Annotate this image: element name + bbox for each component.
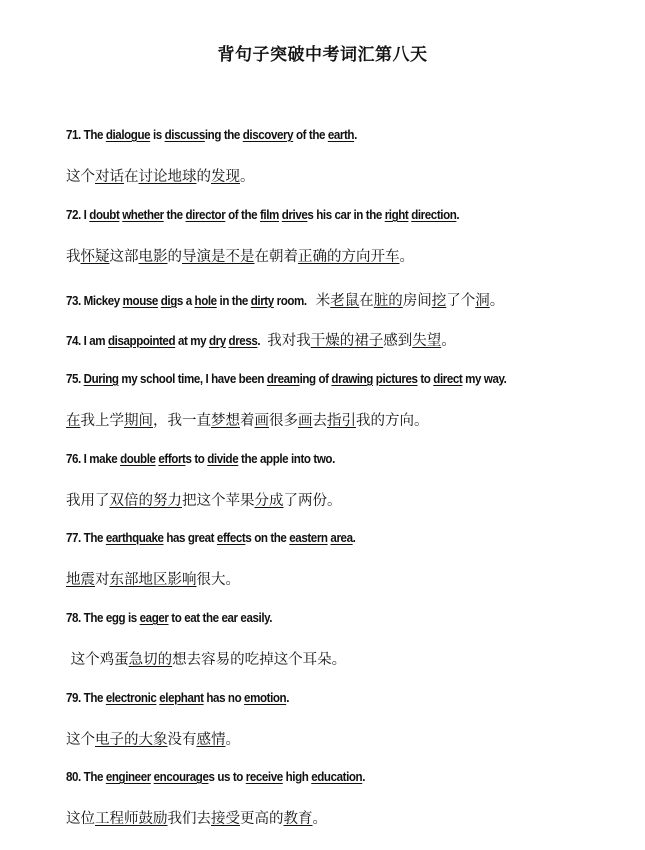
vocab-word: film: [259, 208, 279, 222]
vocab-word: 电子的: [95, 732, 139, 748]
sentence-text: 这部: [109, 249, 139, 265]
sentence-zh-78: [66, 648, 636, 669]
sentence-text: 很大。: [196, 572, 240, 588]
vocab-word: encourage: [153, 770, 209, 784]
sentence-text: 这位: [66, 811, 95, 827]
vocab-word: 期间: [124, 413, 153, 429]
vocab-word: 分成: [254, 493, 284, 509]
sentence-zh-76: [66, 489, 636, 510]
sentence-text: to: [417, 372, 434, 386]
sentence-text: 的: [167, 249, 182, 265]
vocab-word: 努力: [153, 493, 182, 509]
sentence-text: my way.: [462, 372, 507, 386]
vocab-word: mouse: [122, 294, 158, 308]
sentence-text: has great: [163, 531, 217, 545]
sentence-zh-79: [66, 728, 636, 749]
vocab-word: doubt: [89, 208, 120, 222]
sentence-text: 更高的: [240, 811, 284, 827]
sentence-text: ，我一直: [153, 413, 211, 429]
vocab-word: right: [384, 208, 409, 222]
sentence-text: of the: [293, 128, 328, 142]
vocab-word: electronic: [105, 691, 157, 705]
sentence-text: 72. I: [66, 208, 90, 222]
vocab-word: 教育: [283, 811, 313, 827]
sentence-text: .: [362, 770, 366, 784]
vocab-word: dirty: [250, 294, 274, 308]
sentence-text: 在朝着: [254, 249, 298, 265]
vocab-word: 方向: [341, 249, 371, 265]
vocab-word: whether: [122, 208, 164, 222]
page-title: 背句子突破中考词汇第八天: [217, 45, 428, 65]
vocab-word: 正确的: [298, 249, 342, 265]
sentence-zh-72: [66, 245, 636, 266]
vocab-word: discovery: [242, 128, 294, 142]
sentence-text: 75.: [66, 372, 84, 386]
vocab-word: 大象: [138, 732, 168, 748]
sentence-text: 。: [312, 811, 327, 827]
sentence-text: 76. I make: [66, 452, 121, 466]
sentence-en-74: [66, 334, 266, 348]
vocab-word: pictures: [375, 372, 418, 386]
vocab-word: 挖: [431, 293, 447, 309]
vocab-word: 感情: [196, 732, 226, 748]
sentence-en-79: [66, 691, 590, 705]
sentence-text: ing the: [204, 128, 243, 142]
vocab-word: 画: [298, 413, 313, 429]
vocab-word: emotion: [244, 691, 287, 705]
sentence-text: 。: [240, 169, 255, 185]
vocab-word: 工程师: [95, 811, 139, 827]
vocab-word: 发现: [211, 169, 240, 185]
sentence-en-78: [66, 611, 590, 625]
vocab-word: 失望: [412, 333, 442, 349]
vocab-word: 老鼠: [330, 293, 360, 309]
vocab-word: direction: [411, 208, 457, 222]
sentence-en-73: [66, 294, 312, 308]
sentence-text: 73. Mickey: [66, 294, 123, 308]
vocab-word: 东部: [109, 572, 139, 588]
sentence-text: 我对我: [267, 333, 311, 349]
sentence-text: s a: [176, 294, 195, 308]
sentence-text: 我: [66, 249, 81, 265]
sentence-text: 我上学: [80, 413, 124, 429]
vocab-word: 脏的: [373, 293, 403, 309]
vocab-word: area: [330, 531, 353, 545]
vocab-word: 接受: [211, 811, 240, 827]
sentence-en-71: [66, 128, 590, 142]
sentence-text: high: [282, 770, 312, 784]
sentence-zh-71: [66, 165, 636, 186]
sentence-zh-77: [66, 568, 636, 589]
sentence-text: 了个: [446, 293, 476, 309]
sentence-text: the apple into two.: [238, 452, 335, 466]
vocab-word: dig: [160, 294, 177, 308]
vocab-word: earthquake: [105, 531, 164, 545]
sentence-text: at my: [175, 334, 209, 348]
vocab-word: 洞: [475, 293, 490, 309]
sentence-text: 71. The: [66, 128, 106, 142]
sentence-text: in the: [216, 294, 251, 308]
sentence-text: 着: [240, 413, 255, 429]
vocab-word: 在: [66, 413, 81, 429]
vocab-word: 地区: [138, 572, 168, 588]
sentence-text: 。: [399, 249, 414, 265]
sentence-73: [66, 289, 636, 310]
sentence-text: s us to: [208, 770, 246, 784]
sentence-text: ing of: [299, 372, 332, 386]
sentence-text: 74. I am: [66, 334, 109, 348]
sentence-text: 这个鸡蛋: [66, 652, 129, 668]
vocab-word: 电影: [138, 249, 168, 265]
vocab-word: 讨论: [138, 169, 168, 185]
vocab-word: 地球: [167, 169, 197, 185]
sentence-text: 没有: [167, 732, 197, 748]
sentence-en-72: [66, 208, 590, 222]
vocab-word: direct: [433, 372, 463, 386]
vocab-word: effect: [216, 531, 246, 545]
vocab-word: engineer: [105, 770, 151, 784]
vocab-word: dream: [266, 372, 300, 386]
sentence-74: [66, 329, 636, 350]
vocab-word: dress: [228, 334, 258, 348]
sentence-text: 去: [312, 413, 327, 429]
sentence-text: 。: [441, 333, 456, 349]
sentence-text: 79. The: [66, 691, 106, 705]
sentence-text: is: [150, 128, 165, 142]
vocab-word: 指引: [327, 413, 356, 429]
sentence-text: s to: [185, 452, 208, 466]
sentence-zh-73: [316, 293, 505, 309]
vocab-word: disappointed: [108, 334, 176, 348]
sentence-text: 在: [124, 169, 139, 185]
vocab-word: director: [185, 208, 226, 222]
sentence-text: .: [352, 531, 356, 545]
vocab-word: dry: [208, 334, 226, 348]
vocab-word: elephant: [159, 691, 204, 705]
sentence-text: 这个: [66, 169, 95, 185]
vocab-word: hole: [194, 294, 217, 308]
sentence-text: 很多: [269, 413, 298, 429]
sentence-text: s on the: [245, 531, 290, 545]
sentence-text: 感到: [383, 333, 413, 349]
sentence-text: 78. The egg is: [66, 611, 140, 625]
vocab-word: discuss: [164, 128, 205, 142]
sentence-text: to eat the ear easily.: [168, 611, 273, 625]
vocab-word: 梦想: [211, 413, 240, 429]
vocab-word: effort: [158, 452, 186, 466]
sentence-en-80: [66, 770, 590, 784]
vocab-word: eastern: [289, 531, 328, 545]
sentence-en-75: [66, 372, 590, 386]
sentence-text: 。: [489, 293, 505, 309]
vocab-word: divide: [207, 452, 239, 466]
vocab-word: 画: [254, 413, 269, 429]
sentence-text: of the: [225, 208, 260, 222]
sentence-text: 在: [359, 293, 374, 309]
vocab-word: 对话: [95, 169, 124, 185]
sentence-text: .: [257, 334, 266, 348]
sentence-text: s his car in the: [307, 208, 385, 222]
sentence-text: 的: [196, 169, 211, 185]
sentence-text: 我的方向。: [356, 413, 429, 429]
sentence-text: 了两份。: [283, 493, 342, 509]
vocab-word: 是不是: [211, 249, 255, 265]
vocab-word: 开车: [370, 249, 400, 265]
sentence-text: 想去容易的吃掉这个耳朵。: [172, 652, 347, 668]
sentence-text: 把这个苹果: [182, 493, 255, 509]
vocab-word: 双倍的: [109, 493, 153, 509]
sentence-text: has no: [203, 691, 245, 705]
sentence-text: .: [354, 128, 357, 142]
sentence-zh-75: [66, 409, 636, 430]
sentence-text: .: [286, 691, 290, 705]
vocab-word: double: [120, 452, 156, 466]
vocab-word: 影响: [167, 572, 197, 588]
sentence-en-77: [66, 531, 590, 545]
vocab-word: drive: [281, 208, 308, 222]
sentence-text: my school time, I have been: [118, 372, 267, 386]
vocab-word: 怀疑: [80, 249, 110, 265]
sentence-text: 这个: [66, 732, 95, 748]
vocab-word: 鼓励: [138, 811, 168, 827]
sentence-text: 米: [315, 293, 331, 309]
sentence-text: 我们去: [167, 811, 211, 827]
sentence-zh-74: [267, 333, 456, 349]
vocab-word: education: [311, 770, 363, 784]
vocab-word: During: [83, 372, 119, 386]
vocab-word: dialogue: [105, 128, 151, 142]
vocab-word: 干燥的: [310, 333, 355, 349]
sentence-text: the: [163, 208, 186, 222]
vocab-word: drawing: [331, 372, 373, 386]
sentence-zh-80: [66, 807, 636, 828]
vocab-word: earth: [327, 128, 355, 142]
sentence-text: 房间: [402, 293, 432, 309]
sentence-text: 我用了: [66, 493, 110, 509]
sentence-text: 77. The: [66, 531, 106, 545]
sentence-text: 。: [225, 732, 240, 748]
vocab-word: receive: [245, 770, 283, 784]
sentence-text: .: [456, 208, 460, 222]
vocab-word: 导演: [182, 249, 211, 265]
sentence-en-76: [66, 452, 590, 466]
vocab-word: 急切的: [128, 652, 173, 668]
vocab-word: eager: [139, 611, 169, 625]
sentence-text: 80. The: [66, 770, 106, 784]
vocab-word: 裙子: [354, 333, 384, 349]
sentence-text: room.: [273, 294, 313, 308]
sentence-text: 对: [95, 572, 110, 588]
vocab-word: 地震: [66, 572, 95, 588]
